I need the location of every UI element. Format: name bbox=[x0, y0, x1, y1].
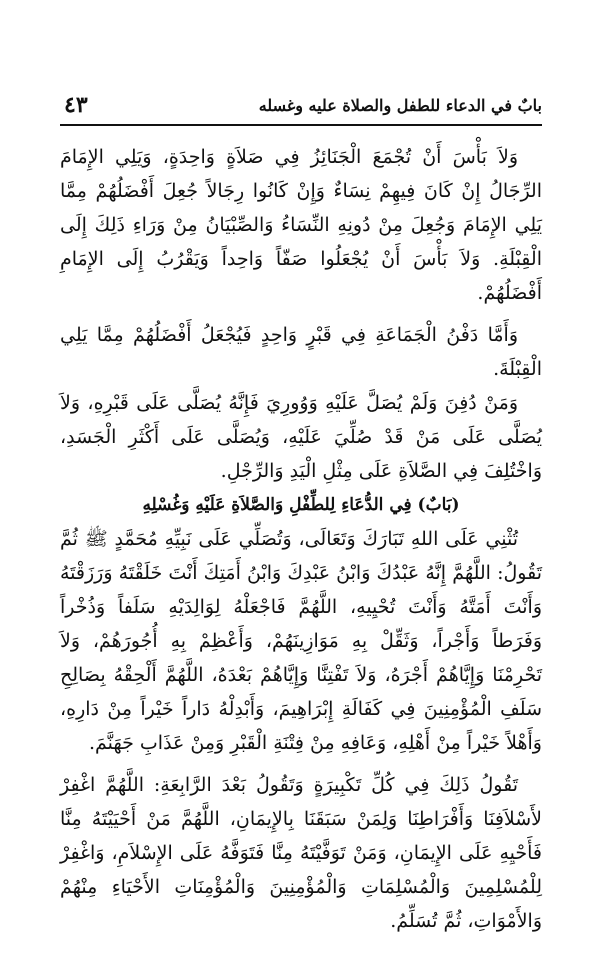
header-title: بابٌ في الدعاء للطفل والصلاة عليه وغسله bbox=[258, 96, 542, 115]
paragraph-1: وَلاَ بَأْسَ أَنْ تُجْمَعَ الْجَنَائِزُ فِي صَلاَةٍ وَاحِدَةٍ، وَيَلِي الإِمَامَ الرِّجَالُ إِنْ كَانَ فِيهِمْ نِسَاءٌ وَإِنْ كَانُوا رِجَالاً جُعِلَ أَفْضَلُهُمْ مِمَّا يَلِي الإِمَامَ وَجُعِلَ مِنْ دُونِهِ النِّسَاءُ وَالصِّبْيَانُ مِنْ وَرَاءِ ذَلِكَ إِلَى الْقِبْلَةِ. وَلاَ بَأْسَ أَنْ يُجْعَلُوا صَفّاً وَاحِداً وَيَقْرُبُ إِلَى الإِمَامِ أَفْضَلُهُمْ. bbox=[60, 146, 542, 304]
section-title: (بَابٌ) فِي الدُّعَاءِ لِلطِّفْلِ وَالصَّلاَةِ عَلَيْهِ وَغُسْلِهِ bbox=[142, 495, 460, 515]
page-number: ٤٣ bbox=[64, 92, 88, 118]
paragraph-5: تَقُولُ ذَلِكَ فِي كُلِّ تَكْبِيرَةٍ وَتَقُولُ بَعْدَ الرَّابِعَةِ: اللَّهُمَّ اغْفِرْ لأَسْلاَفِنَا وَأَفْرَاطِنَا وَلِمَنْ سَبَقَنَا بِالإِيمَانِ، اللَّهُمَّ مَنْ أَحْيَيْتَهُ مِنَّا فَأَحْيِهِ عَلَى الإِيمَانِ، وَمَنْ تَوَفَّيْتَهُ مِنَّا فَتَوَفَّهُ عَلَى الإِسْلاَمِ، وَاغْفِرْ لِلْمُسْلِمِينَ وَالْمُسْلِمَاتِ وَالْمُؤْمِنِينَ وَالْمُؤْمِنَاتِ الأَحْيَاءِ مِنْهُمْ وَالأَمْوَاتِ، ثُمَّ تُسَلِّمُ. bbox=[60, 774, 542, 932]
body-text bbox=[60, 140, 542, 938]
paragraph-4: تُثْنِي عَلَى اللهِ تَبَارَكَ وَتَعَالَى، وَتُصَلِّي عَلَى نَبِيِّهِ مُحَمَّدٍ ﷺ ثُمَّ تَقُولُ: اللَّهُمَّ إِنَّهُ عَبْدُكَ وَابْنُ عَبْدِكَ وَابْنُ أَمَتِكَ أَنْتَ خَلَقْتَهُ وَرَزَقْتَهُ وَأَنْتَ أَمَتَّهُ وَأَنْتَ تُحْيِيهِ، اللَّهُمَّ فَاجْعَلْهُ لِوَالِدَيْهِ سَلَفاً وَذُخْراً وَفَرَطاً وَأَجْراً، وَثَقِّلْ بِهِ مَوَازِينَهُمْ، وَأَعْظِمْ بِهِ أُجُورَهُمْ، وَلاَ تَحْرِمْنَا وَإِيَّاهُمْ أَجْرَهُ، وَلاَ تَفْتِنَّا وَإِيَّاهُمْ بَعْدَهُ، اللَّهُمَّ أَلْحِقْهُ بِصَالِحِ سَلَفِ الْمُؤْمِنِينَ فِي كَفَالَةِ إِبْرَاهِيمَ، وَأَبْدِلْهُ دَاراً خَيْراً مِنْ دَارِهِ، وَأَهْلاً خَيْراً مِنْ أَهْلِهِ، وَعَافِهِ مِنْ فِتْنَةِ الْقَبْرِ وَمِنْ عَذَابِ جَهَنَّمَ. bbox=[60, 528, 542, 754]
paragraph-2: وَأَمَّا دَفْنُ الْجَمَاعَةِ فِي قَبْرٍ وَاحِدٍ فَيُجْعَلُ أَفْضَلُهُمْ مِمَّا يَلِي الْقِبْلَةَ. bbox=[60, 324, 542, 380]
running-header bbox=[60, 92, 542, 126]
paragraph-3: وَمَنْ دُفِنَ وَلَمْ يُصَلَّ عَلَيْهِ وَوُورِيَ فَإِنَّهُ يُصَلَّى عَلَى قَبْرِهِ، وَلاَ يُصَلَّى عَلَى مَنْ قَدْ صُلِّيَ عَلَيْهِ، وَيُصَلَّى عَلَى أَكْثَرِ الْجَسَدِ، وَاخْتُلِفَ فِي الصَّلاَةِ عَلَى مِثْلِ الْيَدِ وَالرِّجْلِ. bbox=[60, 392, 542, 482]
